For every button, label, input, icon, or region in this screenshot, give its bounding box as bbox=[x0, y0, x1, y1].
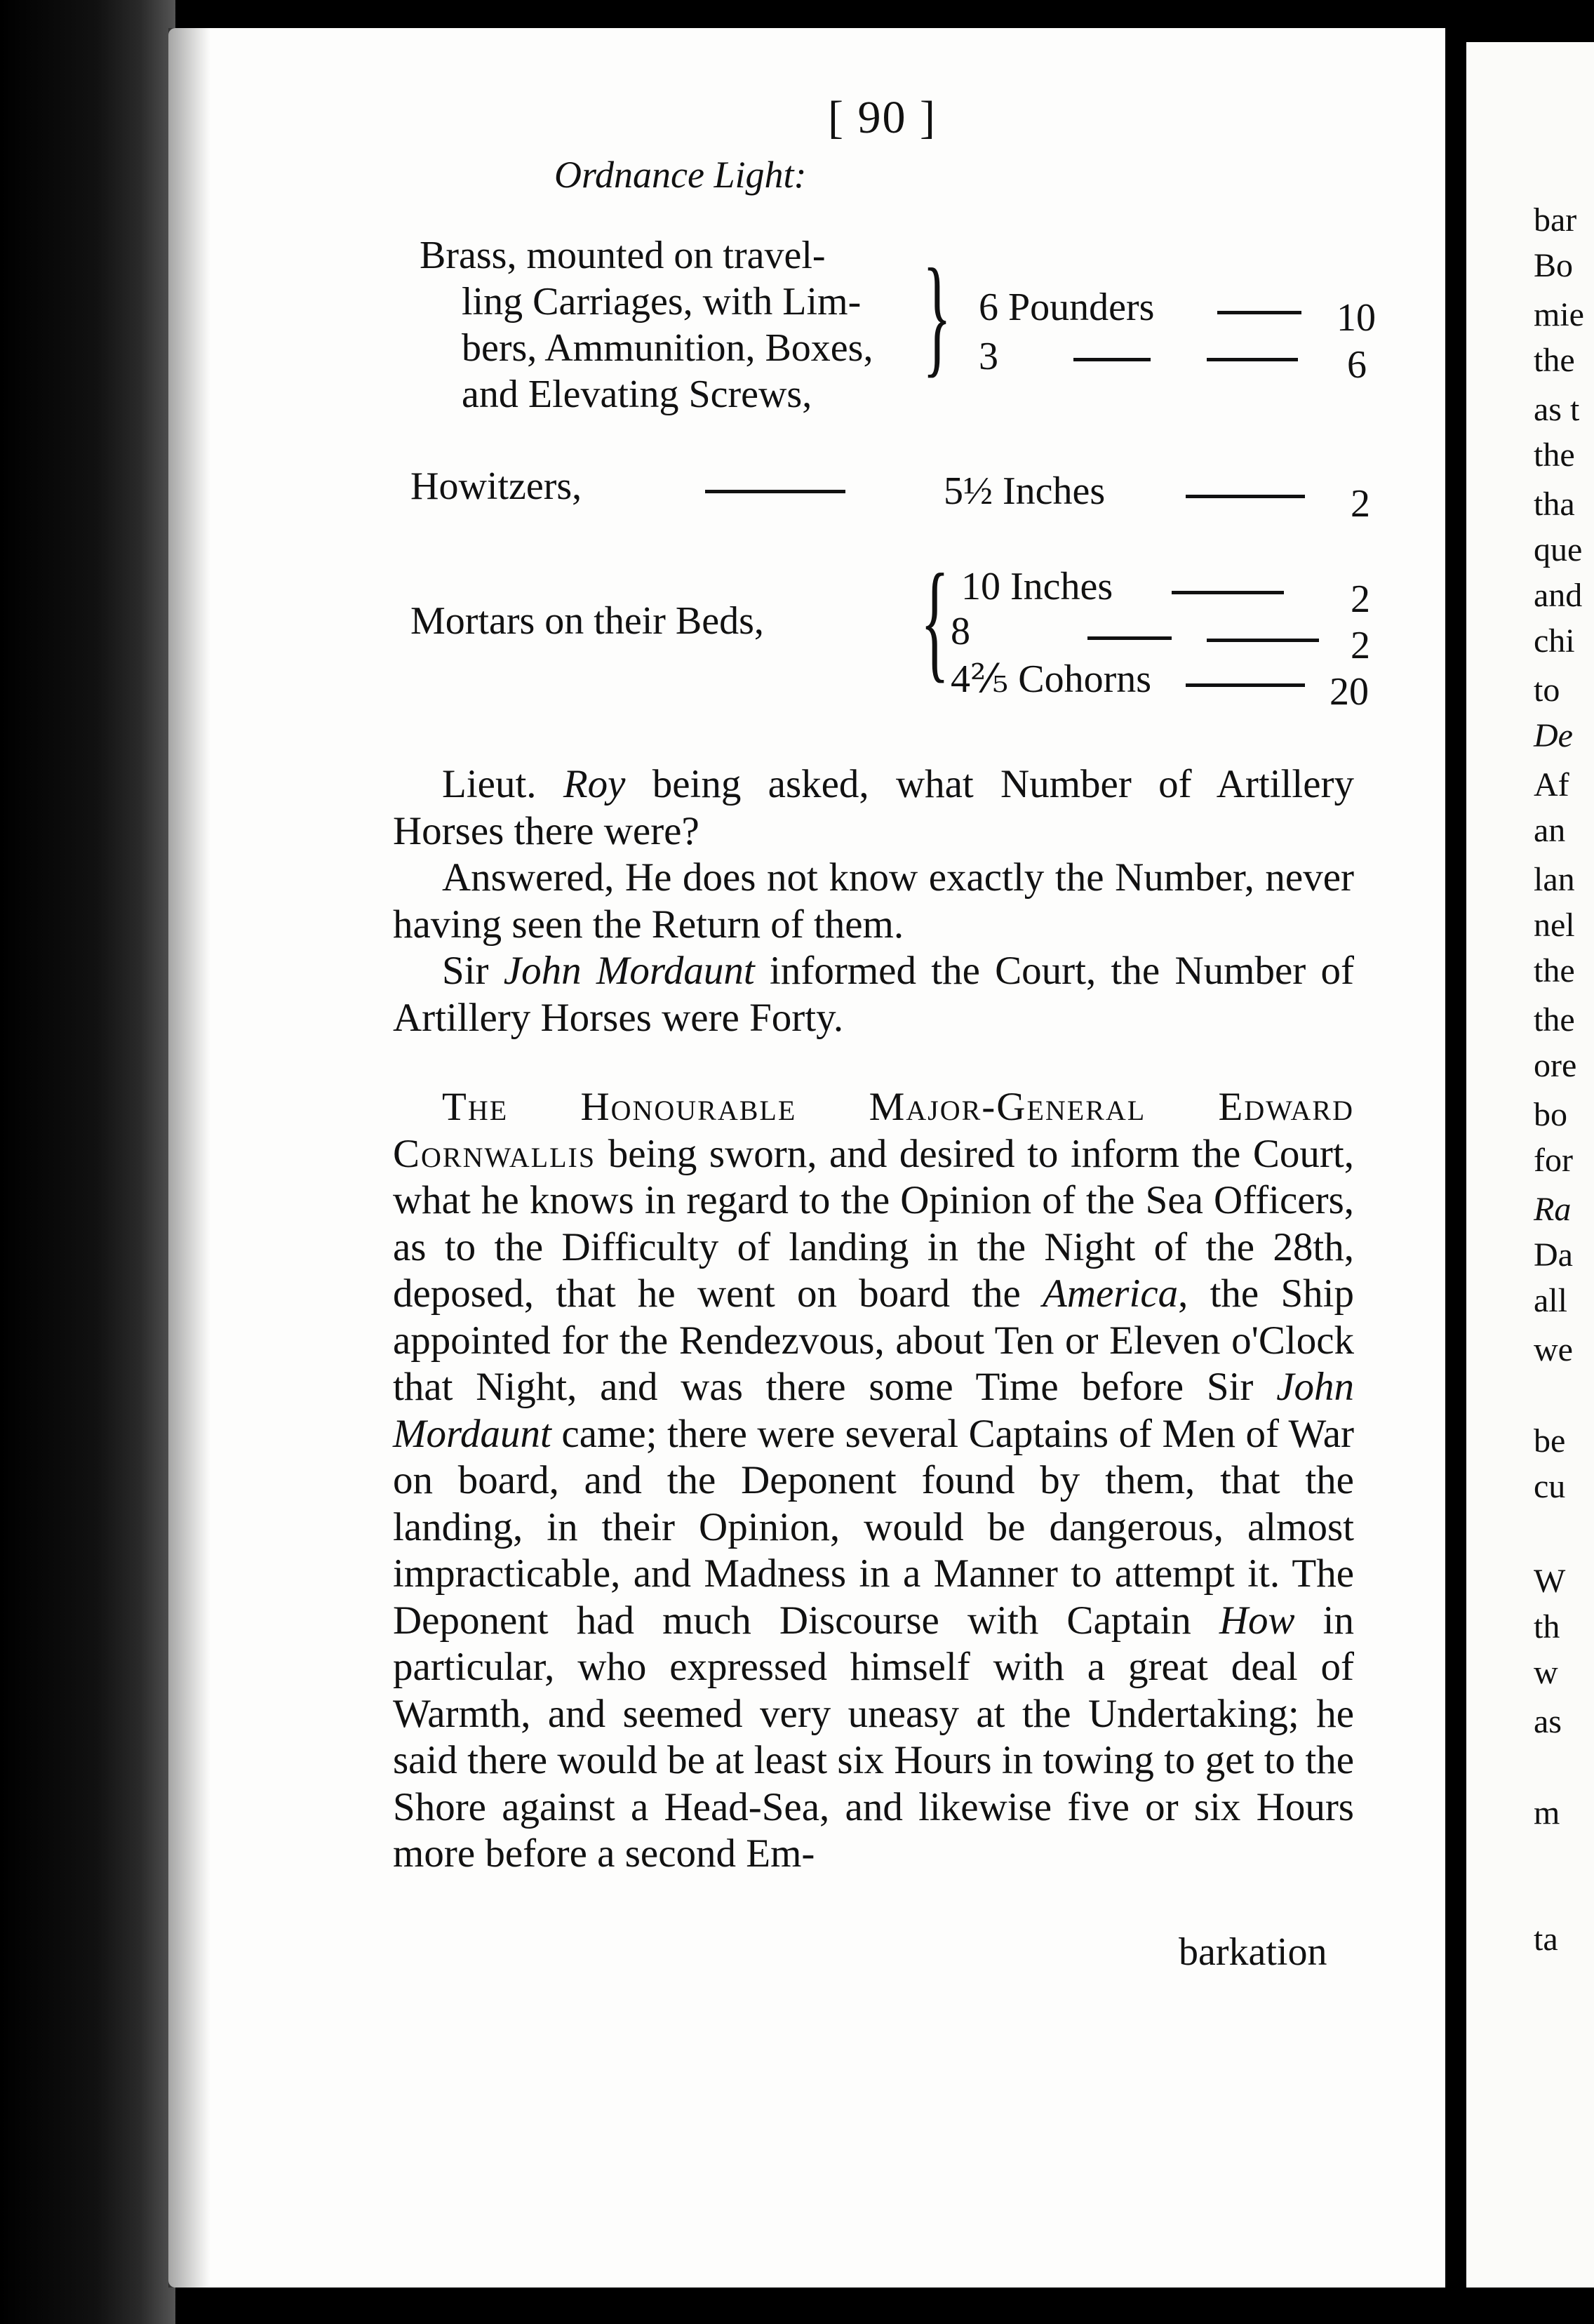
facing-page-fragment: the bbox=[1534, 952, 1575, 989]
brass-line-1: Brass, mounted on travel- bbox=[420, 234, 826, 277]
brass-item-count: 10 bbox=[1337, 296, 1376, 340]
mortars-label: Mortars on their Beds, bbox=[410, 599, 764, 643]
facing-page-fragment: be bbox=[1534, 1422, 1566, 1460]
facing-page-fragment: the bbox=[1534, 436, 1575, 474]
facing-page bbox=[1466, 42, 1594, 2288]
facing-page-fragment: th bbox=[1534, 1608, 1560, 1645]
leader-rule bbox=[1186, 495, 1305, 498]
brass-line-4: and Elevating Screws, bbox=[462, 373, 812, 416]
facing-page-fragment: Af bbox=[1534, 766, 1569, 803]
mortar-item-label: 10 Inches bbox=[961, 565, 1113, 608]
paragraph: Lieut. Roy being asked, what Number of Artillery Horses there were? bbox=[393, 762, 1354, 853]
facing-page-fragment: Da bbox=[1534, 1236, 1573, 1274]
facing-page-fragment: as bbox=[1534, 1703, 1562, 1740]
mortar-item-label: 4⅖ Cohorns bbox=[951, 657, 1152, 701]
facing-page-fragment: all bbox=[1534, 1282, 1567, 1319]
howitzers-label: Howitzers, bbox=[410, 465, 582, 508]
facing-page-fragment: and bbox=[1534, 577, 1583, 614]
facing-page-fragment: cu bbox=[1534, 1468, 1566, 1505]
facing-page-fragment: the bbox=[1534, 1001, 1575, 1039]
leader-rule bbox=[1217, 311, 1301, 314]
facing-page-fragment: bar bbox=[1534, 201, 1577, 239]
catchword: barkation bbox=[1179, 1930, 1327, 1974]
body-section-1 bbox=[393, 761, 1354, 1041]
leader-rule bbox=[1186, 683, 1305, 687]
facing-page-fragment: mie bbox=[1534, 296, 1584, 333]
facing-page-fragment: an bbox=[1534, 812, 1566, 849]
brass-line-3: bers, Ammunition, Boxes, bbox=[462, 326, 873, 370]
facing-page-fragment: bo bbox=[1534, 1096, 1567, 1133]
facing-page-fragment: m bbox=[1534, 1794, 1560, 1831]
leader-rule bbox=[1207, 639, 1319, 642]
book-spine bbox=[0, 0, 175, 2324]
leader-rule bbox=[705, 490, 845, 493]
body-section-2 bbox=[393, 1084, 1354, 1878]
facing-page-fragment: as t bbox=[1534, 391, 1580, 428]
brass-item-label: 6 Pounders bbox=[979, 286, 1155, 329]
facing-page-fragment: Ra bbox=[1534, 1191, 1572, 1228]
paragraph: The Honourable Major-General Edward Cornwallis being sworn, and desired to inform the Court, what he knows in regard to the Opinion of the Sea Officers, as to the Difficulty of landing in the Night of the 28th, deposed, that he went on board the America, the Ship appointed for the Rendezvous, about Ten or Eleven o'Clock that Night, and was there some Time before Sir John Mordaunt came; there were several Captains of Men of War on board, and the Deponent found by them, that the landing, in their Opinion, would be dangerous, almost impracticable, and Madness in a Manner to attempt it. The Deponent had much Discourse with Captain How in particular, who expressed himself with a great deal of Warmth, and seemed very uneasy at the Undertaking; he said there would be at least six Hours in towing to get to the Shore against a Head-Sea, and likewise five or six Hours more before a second Em- bbox=[393, 1085, 1354, 1876]
facing-page-fragment: W bbox=[1534, 1563, 1566, 1600]
facing-page-fragment: tha bbox=[1534, 486, 1575, 523]
paragraph: Answered, He does not know exactly the Number, never having seen the Return of them. bbox=[393, 855, 1354, 947]
facing-page-fragment: Bo bbox=[1534, 247, 1574, 284]
facing-page-fragment: que bbox=[1534, 531, 1583, 568]
facing-page-fragment: for bbox=[1534, 1142, 1573, 1179]
facing-page-fragment: the bbox=[1534, 342, 1575, 379]
facing-page-fragment: De bbox=[1534, 717, 1573, 754]
facing-page-fragment: w bbox=[1534, 1654, 1558, 1691]
mortar-item-label: 8 bbox=[951, 610, 970, 653]
facing-page-fragment: ta bbox=[1534, 1921, 1558, 1958]
mortars-brace: { bbox=[920, 547, 950, 695]
facing-page-fragment: chi bbox=[1534, 622, 1575, 660]
mortar-item-count: 20 bbox=[1330, 670, 1369, 714]
leader-rule bbox=[1207, 358, 1298, 361]
brass-brace: } bbox=[923, 242, 952, 389]
leader-rule bbox=[1172, 591, 1284, 594]
leader-rule bbox=[1087, 636, 1172, 640]
mortar-item-count: 2 bbox=[1351, 624, 1370, 667]
facing-page-fragment: we bbox=[1534, 1331, 1573, 1368]
leader-rule bbox=[1073, 358, 1151, 361]
howitzers-size: 5½ Inches bbox=[944, 469, 1106, 513]
brass-line-2: ling Carriages, with Lim- bbox=[462, 280, 862, 323]
mortar-item-count: 2 bbox=[1351, 577, 1370, 621]
gutter-shadow bbox=[168, 28, 210, 2288]
facing-page-fragment: ore bbox=[1534, 1047, 1577, 1084]
facing-page-fragment: nel bbox=[1534, 907, 1575, 944]
facing-page-fragment: to bbox=[1534, 672, 1560, 709]
facing-page-fragment: lan bbox=[1534, 861, 1575, 898]
howitzers-count: 2 bbox=[1351, 482, 1370, 526]
brass-item-label: 3 bbox=[979, 335, 998, 378]
brass-item-count: 6 bbox=[1347, 343, 1367, 387]
page-number: [ 90 ] bbox=[828, 92, 937, 143]
paragraph: Sir John Mordaunt informed the Court, the Number of Artillery Horses were Forty. bbox=[393, 949, 1354, 1040]
ordnance-heading: Ordnance Light: bbox=[554, 154, 807, 196]
